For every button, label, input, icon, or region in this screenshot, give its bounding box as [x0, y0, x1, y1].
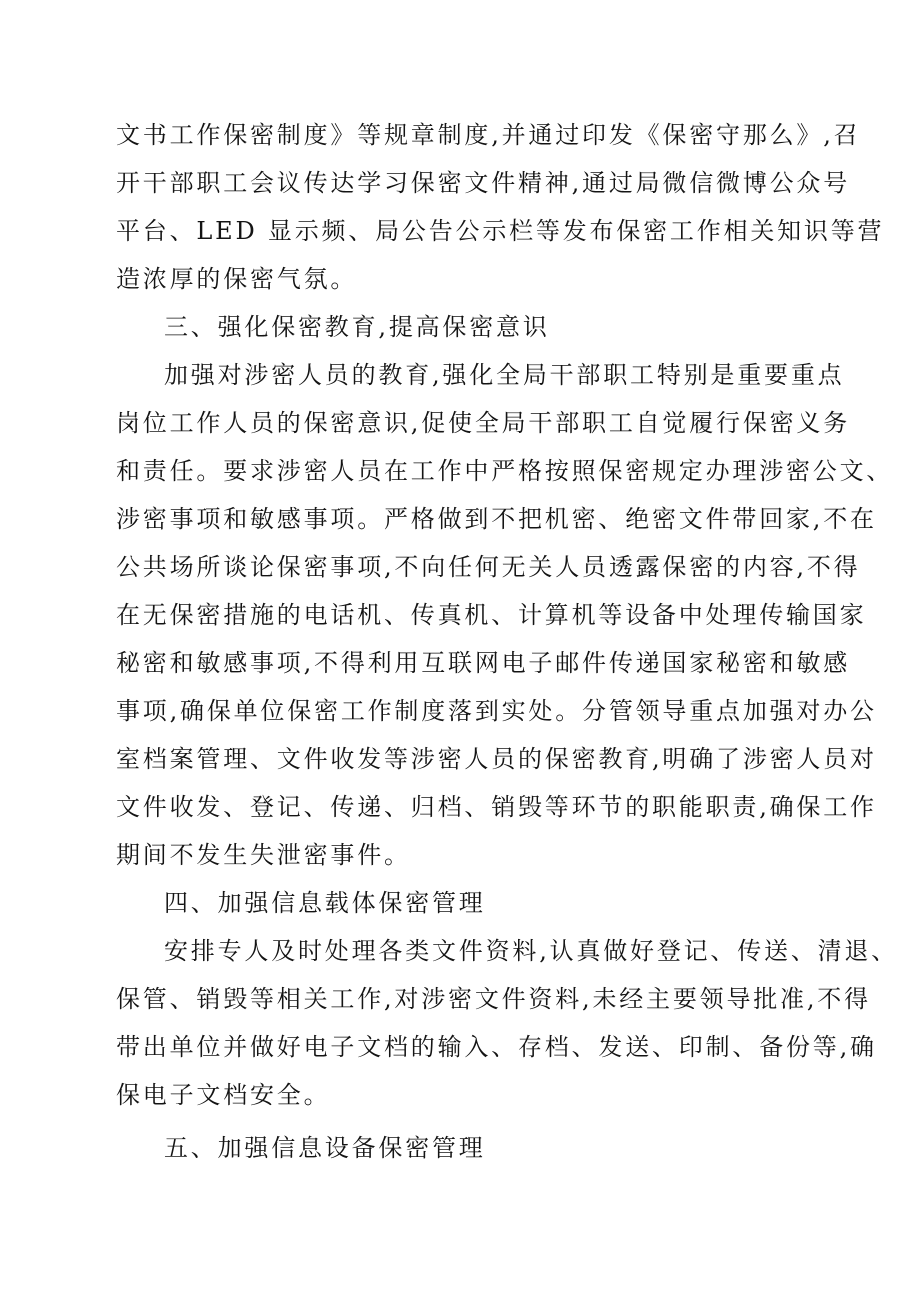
paragraph-line: 秘密和敏感事项,不得利用互联网电子邮件传递国家秘密和敏感 [116, 649, 851, 677]
paragraph-line: 安排专人及时处理各类文件资料,认真做好登记、传送、清退、 [164, 937, 899, 965]
paragraph-line: 加强对涉密人员的教育,强化全局干部职工特别是重要重点 [164, 361, 845, 389]
section-heading: 四、加强信息载体保密管理 [164, 889, 486, 917]
paragraph-line: 造浓厚的保密气氛。 [116, 265, 358, 293]
section-heading: 五、加强信息设备保密管理 [164, 1134, 486, 1162]
paragraph-line: 在无保密措施的电话机、传真机、计算机等设备中处理传输国家 [116, 601, 867, 629]
paragraph-line: 和责任。要求涉密人员在工作中严格按照保密规定办理涉密公文、 [116, 457, 894, 485]
paragraph-line: 平台、LED 显示频、局公告公示栏等发布保密工作相关知识等营 [116, 217, 885, 245]
paragraph-line: 开干部职工会议传达学习保密文件精神,通过局微信微博公众号 [116, 169, 851, 197]
paragraph-line: 保管、销毁等相关工作,对涉密文件资料,未经主要领导批准,不得 [116, 985, 871, 1013]
paragraph-line: 文书工作保密制度》等规章制度,并通过印发《保密守那么》,召 [116, 121, 861, 149]
paragraph-line: 带出单位并做好电子文档的输入、存档、发送、印制、备份等,确 [116, 1033, 877, 1061]
paragraph-line: 涉密事项和敏感事项。严格做到不把机密、绝密文件带回家,不在 [116, 505, 877, 533]
paragraph-line: 保电子文档安全。 [116, 1081, 331, 1109]
paragraph-line: 室档案管理、文件收发等涉密人员的保密教育,明确了涉密人员对 [116, 745, 877, 773]
paragraph-line: 文件收发、登记、传递、归档、销毁等环节的职能职责,确保工作 [116, 793, 877, 821]
paragraph-line: 期间不发生失泄密事件。 [116, 841, 411, 869]
paragraph-line: 公共场所谈论保密事项,不向任何无关人员透露保密的内容,不得 [116, 553, 861, 581]
section-heading: 三、强化保密教育,提高保密意识 [164, 313, 550, 341]
paragraph-line: 事项,确保单位保密工作制度落到实处。分管领导重点加强对办公 [116, 697, 877, 725]
paragraph-line: 岗位工作人员的保密意识,促使全局干部职工自觉履行保密义务 [116, 409, 851, 437]
